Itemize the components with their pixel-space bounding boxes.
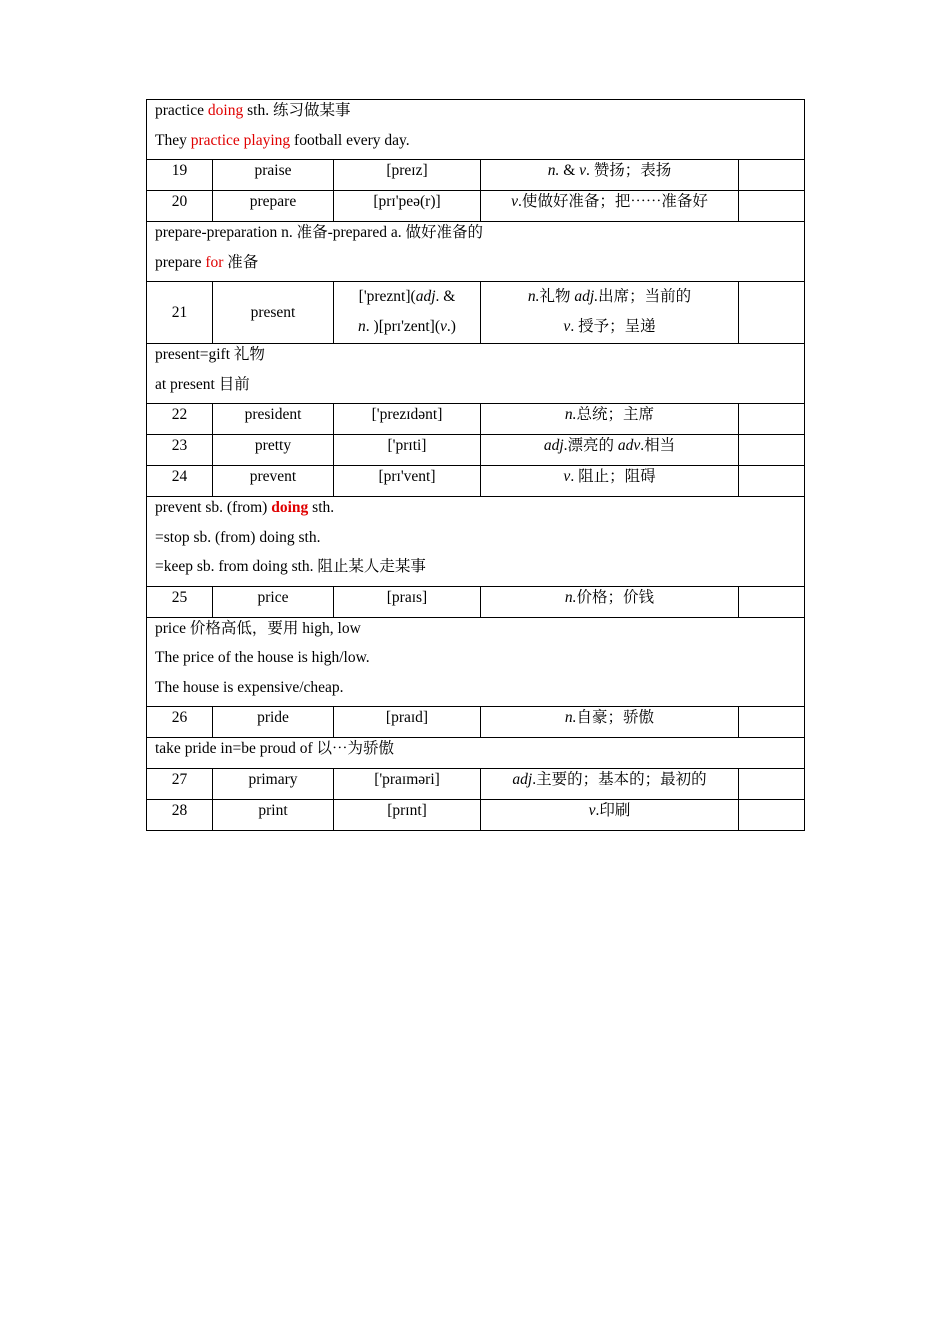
note-text: practice xyxy=(155,102,208,119)
note-highlight: doing xyxy=(207,102,244,119)
word-row xyxy=(147,586,805,617)
note-cell xyxy=(147,617,805,707)
note-line xyxy=(155,647,796,677)
word-entry: president xyxy=(213,404,334,435)
word-row xyxy=(147,768,805,799)
note-cell xyxy=(147,100,805,160)
word-phonetic: ['prezɪdənt] xyxy=(334,404,481,435)
note-cell xyxy=(147,738,805,769)
note-text: 准备 xyxy=(223,253,259,271)
word-row xyxy=(147,404,805,435)
note-text: at present 目前 xyxy=(155,375,250,393)
note-row-present xyxy=(147,344,805,404)
note-line xyxy=(155,677,796,707)
note-line xyxy=(155,738,796,768)
note-line xyxy=(155,130,796,160)
note-line xyxy=(155,252,796,282)
note-text: prevent sb. (from) xyxy=(155,499,272,516)
word-number: 19 xyxy=(147,160,213,191)
word-phonetic: ['prɪti] xyxy=(334,435,481,466)
note-line xyxy=(155,100,796,130)
word-row xyxy=(147,282,805,344)
word-extra xyxy=(739,768,805,799)
note-text: The price of the house is high/low. xyxy=(155,649,370,666)
word-entry: pretty xyxy=(213,435,334,466)
word-phonetic: [prɪ'vent] xyxy=(334,466,481,497)
word-phonetic: ['preznt](adj. & n. )[prɪ'zent](v.) xyxy=(334,282,481,344)
note-text: =stop sb. (from) doing sth. xyxy=(155,528,321,546)
word-extra xyxy=(739,586,805,617)
word-meaning: adj.漂亮的 adv.相当 xyxy=(481,435,739,466)
word-phonetic: ['praɪməri] xyxy=(334,768,481,799)
word-number: 24 xyxy=(147,466,213,497)
note-row-pride xyxy=(147,738,805,769)
word-meaning: n.礼物 adj.出席；当前的 v. 授予；呈递 xyxy=(481,282,739,344)
word-meaning: v.印刷 xyxy=(481,799,739,830)
note-cell xyxy=(147,222,805,282)
example-text: football every day. xyxy=(290,131,410,149)
note-text: =keep sb. from doing sth. 阻止某人走某事 xyxy=(155,558,426,575)
word-phonetic: [praɪs] xyxy=(334,586,481,617)
note-text: price 价格高低，要用 high, low xyxy=(155,619,361,637)
note-line xyxy=(155,374,796,404)
note-text: sth. 练习做某事 xyxy=(243,102,351,119)
note-text: The house is expensive/cheap. xyxy=(155,678,344,696)
note-row-prepare xyxy=(147,222,805,282)
word-entry: price xyxy=(213,586,334,617)
word-phonetic: [praɪd] xyxy=(334,707,481,738)
word-number: 28 xyxy=(147,799,213,830)
word-meaning: v.使做好准备；把⋯⋯准备好 xyxy=(481,191,739,222)
note-cell xyxy=(147,344,805,404)
note-highlight: for xyxy=(205,253,224,271)
word-extra xyxy=(739,282,805,344)
note-row-prevent xyxy=(147,497,805,587)
word-row xyxy=(147,707,805,738)
word-row xyxy=(147,466,805,497)
word-number: 21 xyxy=(147,282,213,344)
word-extra xyxy=(739,404,805,435)
word-extra xyxy=(739,191,805,222)
word-entry: praise xyxy=(213,160,334,191)
word-extra xyxy=(739,799,805,830)
note-line xyxy=(155,497,796,527)
word-meaning: v. 阻止；阻碍 xyxy=(481,466,739,497)
word-row xyxy=(147,160,805,191)
word-meaning: n.自豪；骄傲 xyxy=(481,707,739,738)
note-highlight: doing xyxy=(271,499,309,516)
word-number: 26 xyxy=(147,707,213,738)
word-row xyxy=(147,799,805,830)
note-line xyxy=(155,222,796,252)
note-line xyxy=(155,618,796,648)
word-entry: primary xyxy=(213,768,334,799)
word-meaning: n.价格；价钱 xyxy=(481,586,739,617)
word-phonetic: [prɪnt] xyxy=(334,799,481,830)
word-extra xyxy=(739,160,805,191)
word-phonetic: [preɪz] xyxy=(334,160,481,191)
word-row xyxy=(147,191,805,222)
note-text: prepare xyxy=(155,253,206,271)
note-highlight: practice playing xyxy=(190,131,291,149)
note-text: sth. xyxy=(308,499,335,516)
note-cell xyxy=(147,497,805,587)
word-phonetic: [prɪ'peə(r)] xyxy=(334,191,481,222)
word-number: 23 xyxy=(147,435,213,466)
word-entry: prepare xyxy=(213,191,334,222)
word-entry: present xyxy=(213,282,334,344)
word-meaning: adj.主要的；基本的；最初的 xyxy=(481,768,739,799)
example-text: They xyxy=(155,131,191,149)
word-entry: pride xyxy=(213,707,334,738)
word-row xyxy=(147,435,805,466)
note-row-practice xyxy=(147,100,805,160)
word-entry: print xyxy=(213,799,334,830)
note-text: take pride in=be proud of 以⋯为骄傲 xyxy=(155,740,395,757)
word-number: 20 xyxy=(147,191,213,222)
word-number: 27 xyxy=(147,768,213,799)
word-number: 22 xyxy=(147,404,213,435)
note-line xyxy=(155,556,796,586)
word-number: 25 xyxy=(147,586,213,617)
note-text: prepare-preparation n. 准备-prepared a. 做好准备的 xyxy=(155,224,483,241)
word-extra xyxy=(739,466,805,497)
note-text: present=gift 礼物 xyxy=(155,346,265,363)
note-row-price xyxy=(147,617,805,707)
word-meaning: n. & v. 赞扬；表扬 xyxy=(481,160,739,191)
word-extra xyxy=(739,435,805,466)
word-meaning: n.总统；主席 xyxy=(481,404,739,435)
word-extra xyxy=(739,707,805,738)
vocabulary-table xyxy=(146,99,805,831)
note-line xyxy=(155,344,796,374)
word-entry: prevent xyxy=(213,466,334,497)
note-line xyxy=(155,527,796,557)
